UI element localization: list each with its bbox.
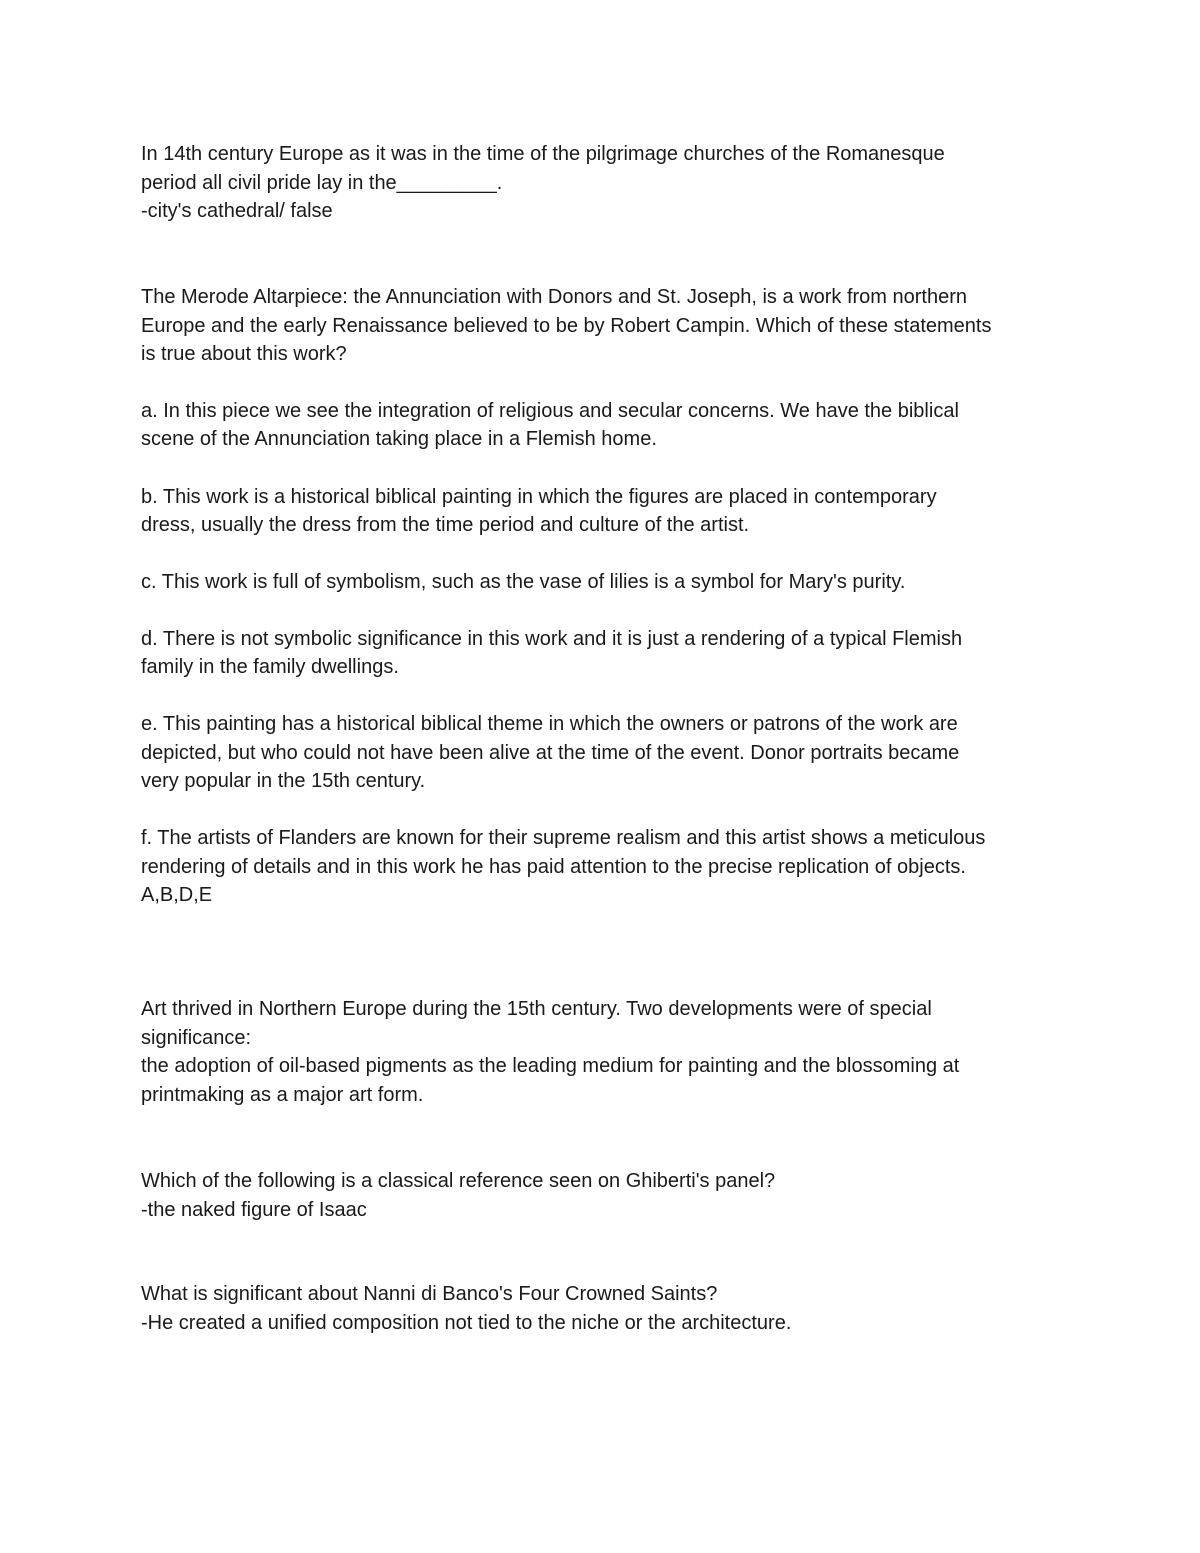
question-2-text-line-3: is true about this work? xyxy=(141,343,347,365)
question-3-text-line-1: Art thrived in Northern Europe during the 15th century. Two developments were of special xyxy=(141,998,932,1020)
question-3-text-line-3: the adoption of oil-based pigments as the leading medium for painting and the blossoming at xyxy=(141,1055,960,1077)
option-e-line-3: very popular in the 15th century. xyxy=(141,770,426,792)
question-3-text-line-2: significance: xyxy=(141,1027,252,1049)
question-4-answer: -the naked figure of Isaac xyxy=(141,1199,367,1221)
option-e-line-2: depicted, but who could not have been alive at the time of the event. Donor portraits became xyxy=(141,742,960,764)
option-d-line-1: d. There is not symbolic significance in this work and it is just a rendering of a typical Flemish xyxy=(141,628,963,650)
question-5-text-line-1: What is significant about Nanni di Banco's Four Crowned Saints? xyxy=(141,1283,718,1305)
question-2-text-line-2: Europe and the early Renaissance believed to be by Robert Campin. Which of these statements xyxy=(141,315,992,337)
option-f-line-2: rendering of details and in this work he has paid attention to the precise replication of objects. xyxy=(141,856,966,878)
option-f-line-1: f. The artists of Flanders are known for their supreme realism and this artist shows a meticulous xyxy=(141,827,986,849)
option-c-line-1: c. This work is full of symbolism, such as the vase of lilies is a symbol for Mary's purity. xyxy=(141,571,906,593)
question-4-text-line-1: Which of the following is a classical reference seen on Ghiberti's panel? xyxy=(141,1170,776,1192)
option-a-line-1: a. In this piece we see the integration of religious and secular concerns. We have the biblical xyxy=(141,400,959,422)
option-b-line-2: dress, usually the dress from the time period and culture of the artist. xyxy=(141,514,750,536)
question-2-answer: A,B,D,E xyxy=(141,884,213,906)
option-a-line-2: scene of the Annunciation taking place in a Flemish home. xyxy=(141,428,657,450)
option-d-line-2: family in the family dwellings. xyxy=(141,656,399,678)
question-1-answer: -city's cathedral/ false xyxy=(141,200,333,222)
question-1-text-line-2: period all civil pride lay in the_________. xyxy=(141,172,503,194)
option-e-line-1: e. This painting has a historical biblical theme in which the owners or patrons of the work are xyxy=(141,713,958,735)
option-b-line-1: b. This work is a historical biblical painting in which the figures are placed in contemporary xyxy=(141,486,937,508)
question-5-answer: -He created a unified composition not tied to the niche or the architecture. xyxy=(141,1312,792,1334)
question-3-text-line-4: printmaking as a major art form. xyxy=(141,1084,424,1106)
question-1-text-line-1: In 14th century Europe as it was in the time of the pilgrimage churches of the Romanesque xyxy=(141,143,945,165)
question-2-text-line-1: The Merode Altarpiece: the Annunciation with Donors and St. Joseph, is a work from northern xyxy=(141,286,967,308)
